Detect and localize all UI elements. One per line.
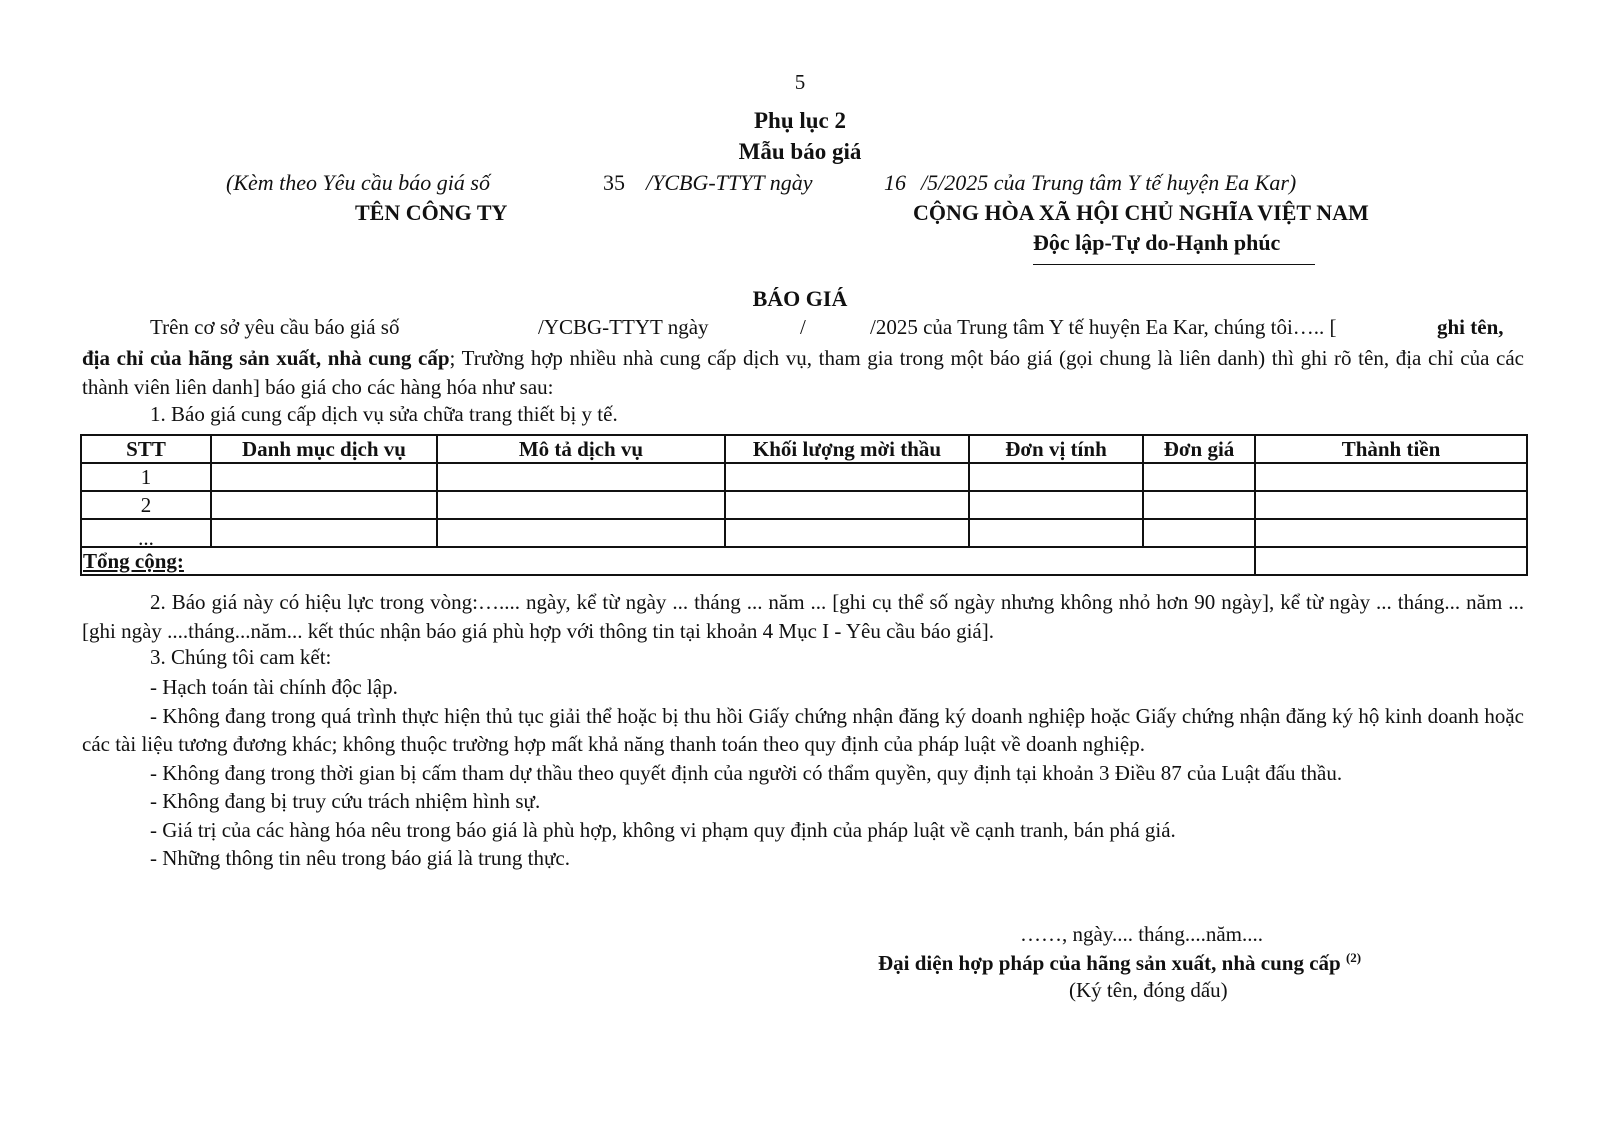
attachment-note-number: 35 — [603, 170, 625, 195]
commitment-item: - Không đang trong thời gian bị cấm tham dự thầu theo quyết định của người có thẩm quyền, quy định tại khoản 3 Điều 87 của Luật đấu thầu. — [150, 760, 1343, 785]
company-name: TÊN CÔNG TY — [355, 200, 508, 225]
table-cell — [1143, 463, 1255, 491]
national-title: CỘNG HÒA XÃ HỘI CHỦ NGHĨA VIỆT NAM — [913, 200, 1369, 225]
representative-label: Đại diện hợp pháp của hãng sản xuất, nhà cung cấp — [878, 951, 1341, 975]
appendix-title: Phụ lục 2 — [753, 108, 847, 133]
table-header-row — [81, 435, 1527, 463]
section-2-paragraph — [82, 588, 1524, 645]
header-unit: Đơn vị tính — [969, 435, 1143, 463]
commitment-item: - Hạch toán tài chính độc lập. — [150, 675, 398, 699]
table-cell — [437, 463, 725, 491]
table-row — [81, 519, 1527, 547]
national-motto: Độc lập-Tự do-Hạnh phúc — [1033, 230, 1281, 255]
attachment-note-day: 16 — [884, 170, 906, 195]
section-2-text: 2. Báo giá này có hiệu lực trong vòng:….... ngày, kể từ ngày ... tháng ... năm ... [ghi cụ thể số ngày nhưng không nhỏ hơn 90 ngày], kể từ ngày ... tháng... năm ... [ghi ngày ....tháng...năm... kết thúc nhận báo giá phù hợp với thông tin tại khoản 4 Mục I - Yêu cầu báo giá]. — [82, 590, 1524, 643]
footnote-mark: (2) — [1345, 950, 1362, 965]
table-row — [81, 463, 1527, 491]
intro-part-3: / — [800, 315, 806, 339]
table-cell — [725, 463, 969, 491]
intro-paragraph — [82, 344, 1524, 401]
table-cell — [211, 491, 437, 519]
intro-part-2: /YCBG-TTYT ngày — [538, 315, 709, 339]
table-row — [81, 491, 1527, 519]
intro-part-1: Trên cơ sở yêu cầu báo giá số — [150, 315, 400, 339]
table-cell — [969, 463, 1143, 491]
attachment-note-middle: /YCBG-TTYT ngày — [646, 170, 813, 195]
table-cell — [725, 519, 969, 547]
commitment-item: - Không đang bị truy cứu trách nhiệm hình sự. — [150, 789, 541, 813]
header-unit-price: Đơn giá — [1143, 435, 1255, 463]
header-service-list: Danh mục dịch vụ — [211, 435, 437, 463]
table-cell — [1255, 491, 1527, 519]
intro-bold-rest: địa chỉ của hãng sản xuất, nhà cung cấp — [82, 346, 450, 370]
table-total-row — [81, 547, 1527, 575]
row-number: 2 — [81, 491, 211, 519]
intro-rest: ; Trường hợp nhiều nhà cung cấp dịch vụ, tham gia trong một báo giá (gọi chung là liên danh) thì ghi rõ tên, địa chỉ của các thành viên liên danh] báo giá cho các hàng hóa như sau: — [82, 346, 1524, 399]
table-cell — [1143, 491, 1255, 519]
header-amount: Thành tiền — [1255, 435, 1527, 463]
signature-note: (Ký tên, đóng dấu) — [1069, 978, 1228, 1002]
table-cell — [1143, 519, 1255, 547]
table-cell — [969, 519, 1143, 547]
form-title: Mẫu báo giá — [738, 139, 862, 164]
intro-bold-start: ghi tên, — [1437, 315, 1504, 339]
table-cell — [969, 491, 1143, 519]
row-number: ... — [81, 519, 211, 547]
table-cell — [1255, 519, 1527, 547]
table-cell — [437, 519, 725, 547]
document-title: BÁO GIÁ — [752, 286, 848, 311]
section-1-heading: 1. Báo giá cung cấp dịch vụ sửa chữa trang thiết bị y tế. — [150, 402, 618, 426]
total-amount-cell — [1255, 547, 1527, 575]
commitment-item: - Giá trị của các hàng hóa nêu trong báo giá là phù hợp, không vi phạm quy định của pháp luật về cạnh tranh, bán phá giá. — [150, 817, 1176, 842]
table-cell — [437, 491, 725, 519]
total-label: Tổng cộng: — [81, 547, 1255, 575]
intro-part-4: /2025 của Trung tâm Y tế huyện Ea Kar, chúng tôi….. [ — [870, 315, 1337, 339]
table-cell — [1255, 463, 1527, 491]
page-number: 5 — [794, 70, 806, 94]
section-3-heading: 3. Chúng tôi cam kết: — [150, 645, 332, 669]
attachment-note-suffix: /5/2025 của Trung tâm Y tế huyện Ea Kar) — [921, 170, 1297, 195]
signature-representative — [878, 950, 1361, 976]
table-cell — [725, 491, 969, 519]
header-stt: STT — [81, 435, 211, 463]
quote-table — [80, 434, 1528, 576]
motto-underline — [1033, 264, 1315, 265]
header-service-description: Mô tả dịch vụ — [437, 435, 725, 463]
commitment-item: - Những thông tin nêu trong báo giá là trung thực. — [150, 846, 570, 870]
table-cell — [211, 463, 437, 491]
row-number: 1 — [81, 463, 211, 491]
attachment-note-prefix: (Kèm theo Yêu cầu báo giá số — [226, 170, 490, 195]
header-quantity: Khối lượng mời thầu — [725, 435, 969, 463]
commitment-item: - Không đang trong quá trình thực hiện thủ tục giải thể hoặc bị thu hồi Giấy chứng nhận đăng ký doanh nghiệp hoặc Giấy chứng nhận đăng ký hộ kinh doanh hoặc các tài liệu tương đương khác; không thuộc trường hợp mất khả năng thanh toán theo quy định của pháp luật về doanh nghiệp. — [82, 703, 1524, 756]
commitments-list — [82, 673, 1524, 873]
table-cell — [211, 519, 437, 547]
signature-date-line: ……, ngày.... tháng....năm.... — [1020, 922, 1264, 946]
